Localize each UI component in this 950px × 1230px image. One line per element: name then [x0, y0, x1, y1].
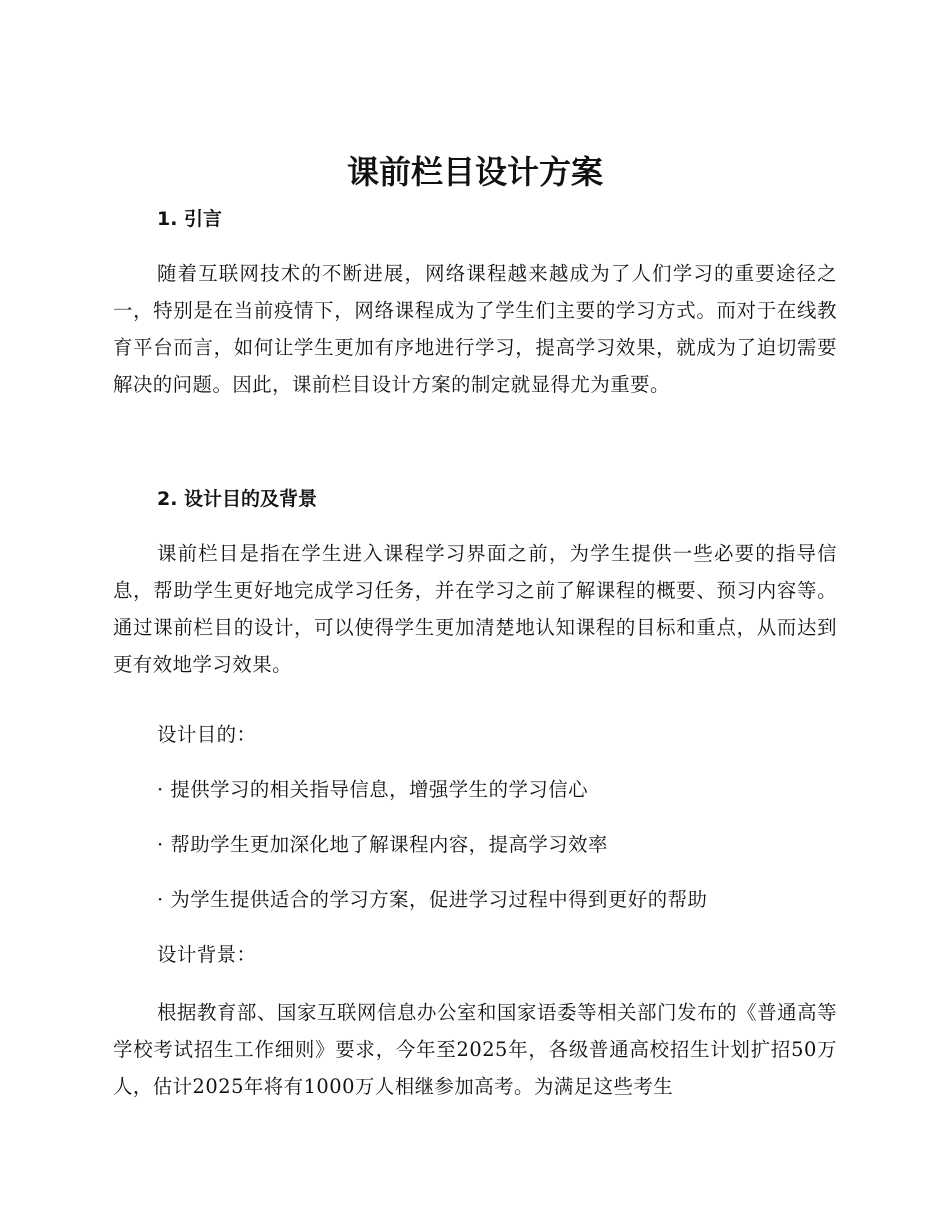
section-heading-purpose-background: 2. 设计目的及背景: [157, 488, 318, 510]
intro-paragraph: 随着互联网技术的不断进展，网络课程越来越成为了人们学习的重要途径之一，特别是在当前疫情下，网络课程成为了学生们主要的学习方式。而对于在线教育平台而言，如何让学生更加有序地进行学习，提高学习效果，就成为了迫切需要解决的问题。因此，课前栏目设计方案的制定就显得尤为重要。: [113, 262, 837, 396]
section-heading-intro: 1. 引言: [157, 208, 223, 230]
goal-item-2: · 帮助学生更加深化地了解课程内容，提高学习效率: [157, 833, 608, 856]
goals-label: 设计目的：: [157, 723, 257, 746]
goal-item-1: · 提供学习的相关指导信息，增强学生的学习信心: [157, 778, 589, 801]
background-label: 设计背景：: [157, 943, 257, 966]
goal-item-3: · 为学生提供适合的学习方案，促进学习过程中得到更好的帮助: [157, 888, 708, 911]
background-paragraph: 根据教育部、国家互联网信息办公室和国家语委等相关部门发布的《普通高等学校考试招生工作细则》要求，今年至2025年，各级普通高校招生计划扩招50万人，估计2025年将有1000万人相继参加高考。为满足这些考生: [113, 1001, 837, 1098]
document-title: 课前栏目设计方案: [346, 153, 603, 191]
purpose-paragraph: 课前栏目是指在学生进入课程学习界面之前，为学生提供一些必要的指导信息，帮助学生更好地完成学习任务，并在学习之前了解课程的概要、预习内容等。通过课前栏目的设计，可以使得学生更加清楚地认知课程的目标和重点，从而达到更有效地学习效果。: [113, 542, 837, 676]
